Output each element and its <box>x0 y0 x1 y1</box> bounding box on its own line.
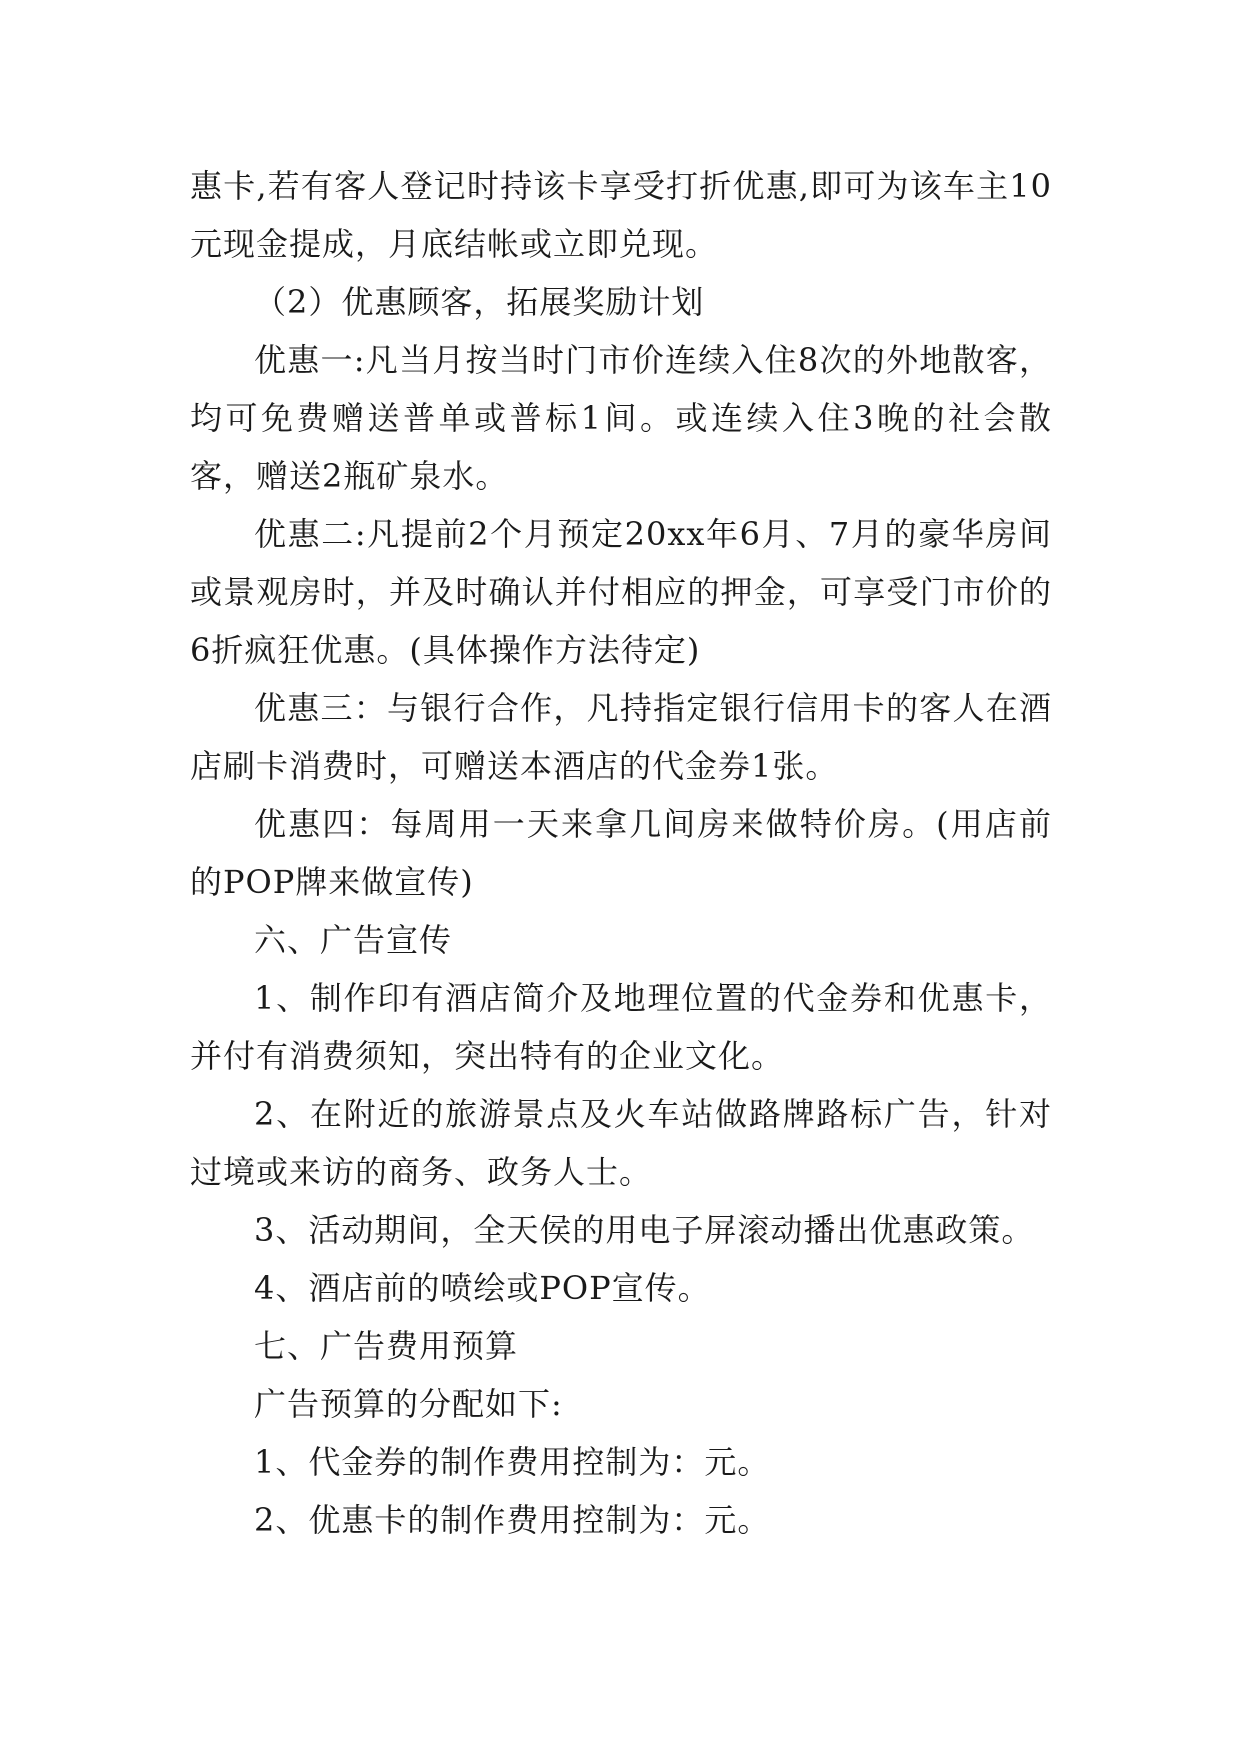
paragraph-5: 优惠三：与银行合作，凡持指定银行信用卡的客人在酒店刷卡消费时，可赠送本酒店的代金券1张。 <box>190 689 1052 785</box>
paragraph-1: 惠卡,若有客人登记时持该卡享受打折优惠,即可为该车主10元现金提成，月底结帐或立即兑现。 <box>190 167 1052 263</box>
paragraph-11: 4、酒店前的喷绘或POP宣传。 <box>254 1269 711 1307</box>
paragraph-6: 优惠四：每周用一天来拿几间房来做特价房。(用店前的POP牌来做宣传) <box>190 805 1052 901</box>
paragraph-9: 2、在附近的旅游景点及火车站做路牌路标广告，针对过境或来访的商务、政务人士。 <box>190 1095 1052 1191</box>
section-heading-advertising: 六、广告宣传 <box>254 921 453 959</box>
paragraph-10: 3、活动期间，全天侯的用电子屏滚动播出优惠政策。 <box>254 1211 1035 1249</box>
document-body <box>190 157 1052 1549</box>
paragraph-3: 优惠一:凡当月按当时门市价连续入住8次的外地散客，均可免费赠送普单或普标1间。或连续入住3晚的社会散客，赠送2瓶矿泉水。 <box>190 341 1052 495</box>
paragraph-4: 优惠二:凡提前2个月预定20xx年6月、7月的豪华房间或景观房时，并及时确认并付相应的押金，可享受门市价的6折疯狂优惠。(具体操作方法待定) <box>190 515 1052 669</box>
section-heading-budget: 七、广告费用预算 <box>254 1327 519 1365</box>
paragraph-15: 2、优惠卡的制作费用控制为：元。 <box>254 1501 771 1539</box>
paragraph-13: 广告预算的分配如下: <box>254 1385 563 1423</box>
paragraph-14: 1、代金券的制作费用控制为：元。 <box>254 1443 771 1481</box>
paragraph-2: （2）优惠顾客，拓展奖励计划 <box>254 283 705 321</box>
paragraph-8: 1、制作印有酒店简介及地理位置的代金券和优惠卡，并付有消费须知，突出特有的企业文化。 <box>190 979 1052 1075</box>
